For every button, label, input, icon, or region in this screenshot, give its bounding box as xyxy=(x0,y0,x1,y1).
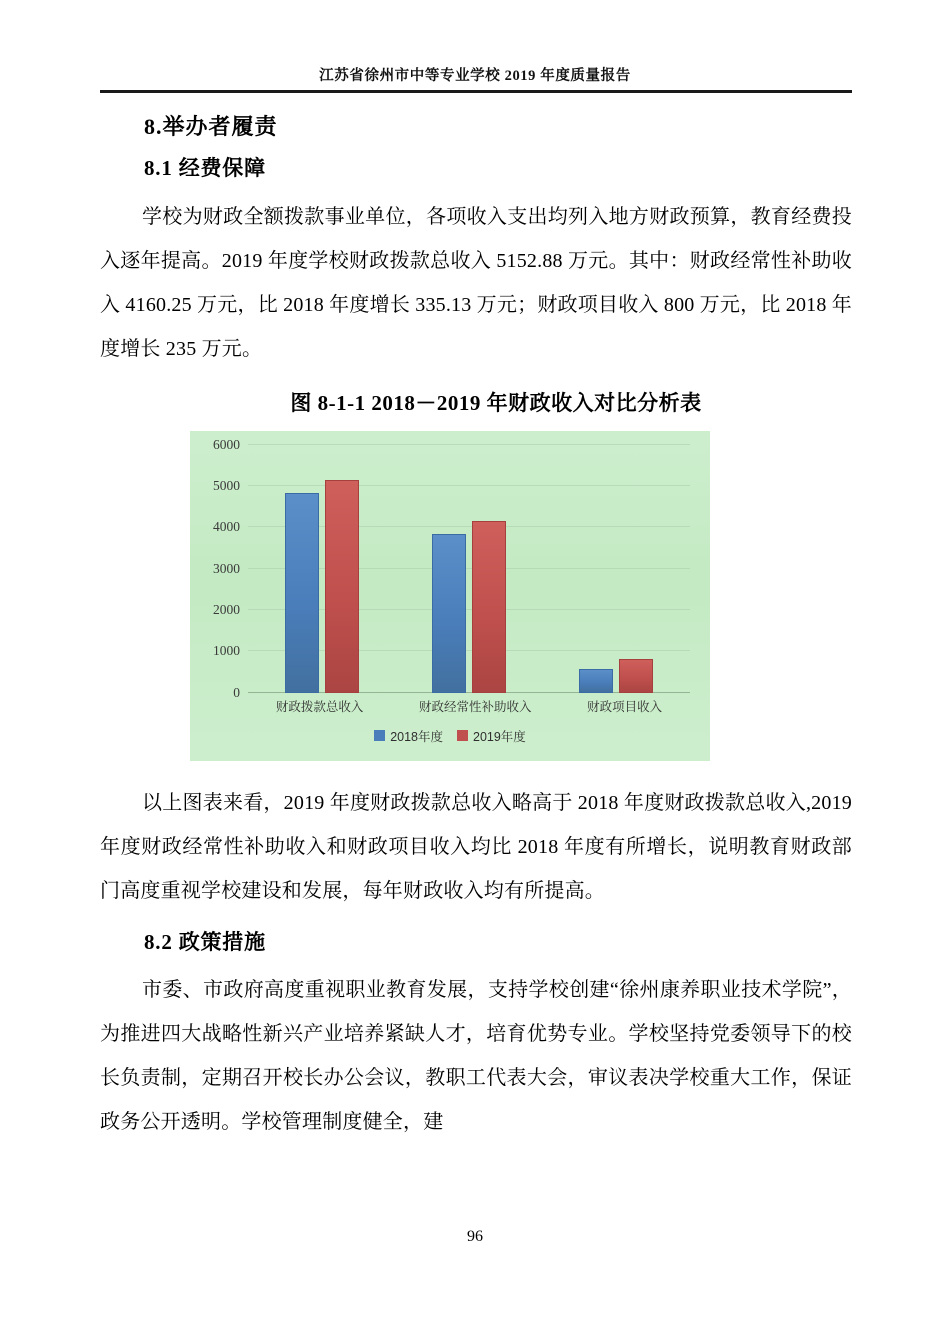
running-header-title: 江苏省徐州市中等专业学校 2019 年度质量报告 xyxy=(319,68,631,84)
chart-category-label: 财政拨款总收入 xyxy=(275,699,364,714)
section-heading-8-1: 8.1 经费保障 xyxy=(144,156,266,180)
chart-y-tick-label: 4000 xyxy=(213,519,240,535)
paragraph-funding-guarantee: 学校为财政全额拨款事业单位，各项收入支出均列入地方财政预算，教育经费投入逐年提高。2019 年度学校财政拨款总收入 5152.88 万元。其中：财政经常性补助收入 4160.25 万元，比 2018 年度增长 335.13 万元；财政项目收入 800 万元，比 2018 年度增长 235 万元。 xyxy=(100,205,852,360)
chart-bar xyxy=(432,534,466,692)
spacer xyxy=(100,913,852,927)
paragraph-policy-measures: 市委、市政府高度重视职业教育发展，支持学校创建“徐州康养职业技术学院”，为推进四大战略性新兴产业培养紧缺人才，培育优势专业。学校坚持党委领导下的校长负责制，定期召开校长办公会议，教职工代表大会，审议表决学校重大工作，保证政务公开透明。学校管理制度健全，建 xyxy=(100,979,852,1133)
chart-plot-area xyxy=(213,436,690,700)
chart-bar xyxy=(285,493,319,692)
bar-chart xyxy=(190,431,710,761)
page-number: 96 xyxy=(467,1228,483,1245)
chart-y-tick-label: 0 xyxy=(233,684,240,700)
spacer xyxy=(100,761,852,781)
figure-8-1-1 xyxy=(100,387,852,761)
chart-category-label: 财政项目收入 xyxy=(587,699,663,714)
chart-y-tick-label: 2000 xyxy=(213,601,240,617)
chart-bar-group xyxy=(432,445,506,693)
page-header xyxy=(0,0,950,100)
chart-legend xyxy=(190,727,710,745)
chart-bar xyxy=(472,521,506,693)
chart-y-tick-label: 3000 xyxy=(213,560,240,576)
chart-bar xyxy=(325,480,359,693)
chart-category-labels xyxy=(248,697,690,715)
spacer xyxy=(100,143,852,153)
section-heading-8: 8.举办者履责 xyxy=(144,114,278,139)
paragraph-chart-analysis: 以上图表来看，2019 年度财政拨款总收入略高于 2018 年度财政拨款总收入,2019 年度财政经常性补助收入和财政项目收入均比 2018 年度有所增长，说明教育财政部门高度重视学校建设和发展，每年财政收入均有所提高。 xyxy=(100,791,852,902)
chart-y-tick-label: 1000 xyxy=(213,643,240,659)
chart-bar xyxy=(579,669,613,692)
chart-legend-label: 2018年度 xyxy=(390,729,443,744)
page-content xyxy=(100,110,852,1144)
chart-legend-item xyxy=(457,727,526,745)
section-heading-8-2: 8.2 政策措施 xyxy=(144,929,266,954)
chart-bar-group xyxy=(285,445,359,693)
figure-caption: 图 8-1-1 2018－2019 年财政收入对比分析表 xyxy=(290,390,702,415)
chart-y-tick-label: 5000 xyxy=(213,477,240,493)
chart-legend-swatch xyxy=(457,730,468,741)
spacer xyxy=(100,185,852,195)
chart-bar xyxy=(619,659,653,692)
chart-legend-item xyxy=(374,727,443,745)
chart-bar-groups xyxy=(248,445,690,693)
chart-legend-swatch xyxy=(374,730,385,741)
chart-bar-group xyxy=(579,445,653,693)
header-divider-rule xyxy=(100,90,852,93)
spacer xyxy=(100,371,852,387)
chart-legend-label: 2019年度 xyxy=(473,729,526,744)
spacer xyxy=(100,958,852,968)
chart-category-label: 财政经常性补助收入 xyxy=(418,699,532,714)
chart-y-tick-label: 6000 xyxy=(213,436,240,452)
